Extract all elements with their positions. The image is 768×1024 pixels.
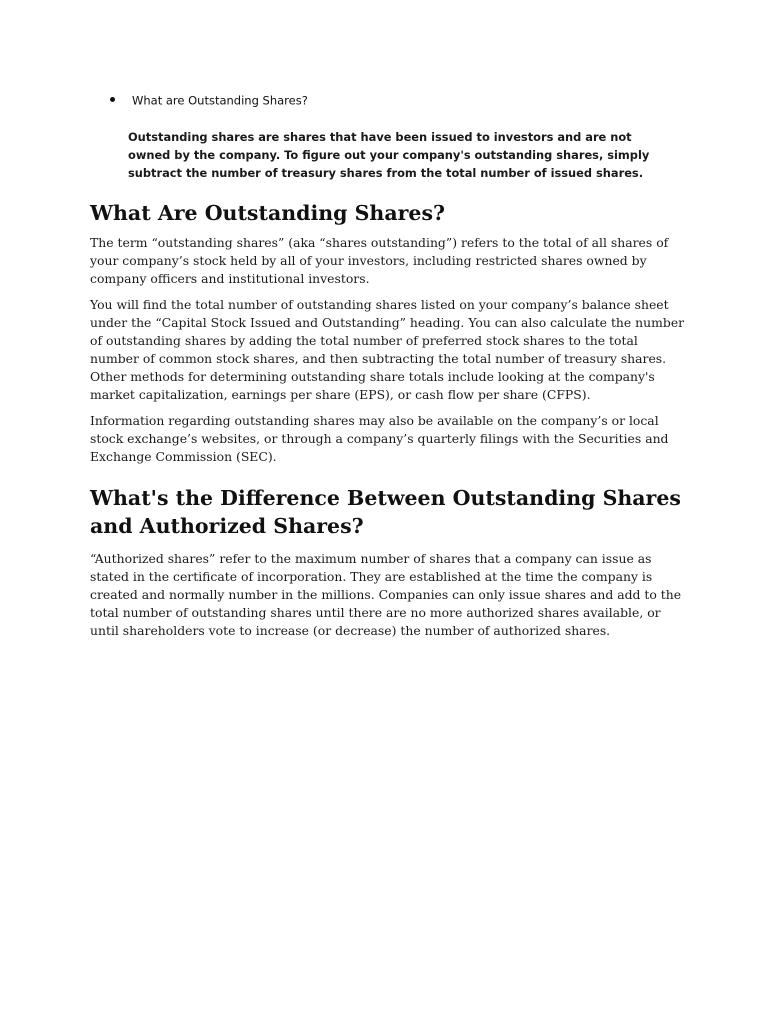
bullet-icon [110,97,115,102]
bullet-list-item [110,93,308,108]
article-body [90,198,690,648]
paragraph: You will find the total number of outstanding shares listed on your company’s balance sheet under the “Capital Stock Issued and Outstanding” heading. You can also calculate the number of outstanding shares by adding the total number of preferred stock shares to the total number of common stock shares, and then subtracting the total number of treasury shares. Other methods for determining outstanding share totals include looking at the company's market capitalization, earnings per share (EPS), or cash flow per share (CFPS). [90,297,685,402]
paragraph: Information regarding outstanding shares may also be available on the company’s or local stock exchange’s websites, or through a company’s quarterly filings with the Securities and Exchange Commission (SEC). [90,413,669,464]
section-heading-difference: What's the Difference Between Outstanding Shares and Authorized Shares? [90,486,681,538]
paragraph: “Authorized shares” refer to the maximum number of shares that a company can issue as stated in the certificate of incorporation. They are established at the time the company is created and normally number in the millions. Companies can only issue shares and add to the total number of outstanding shares until there are no more authorized shares available, or until shareholders vote to increase (or decrease) the number of authorized shares. [90,551,682,638]
section-heading-outstanding-shares: What Are Outstanding Shares? [90,201,446,225]
bullet-summary: Outstanding shares are shares that have been issued to investors and are not owned by the company. To figure out your company's outstanding shares, simply subtract the number of treasury shares from the total number of issued shares. [128,130,650,180]
paragraph: The term “outstanding shares” (aka “shares outstanding”) refers to the total of all shares of your company’s stock held by all of your investors, including restricted shares owned by company officers and institutional investors. [90,235,669,286]
bullet-title: What are Outstanding Shares? [132,93,308,108]
